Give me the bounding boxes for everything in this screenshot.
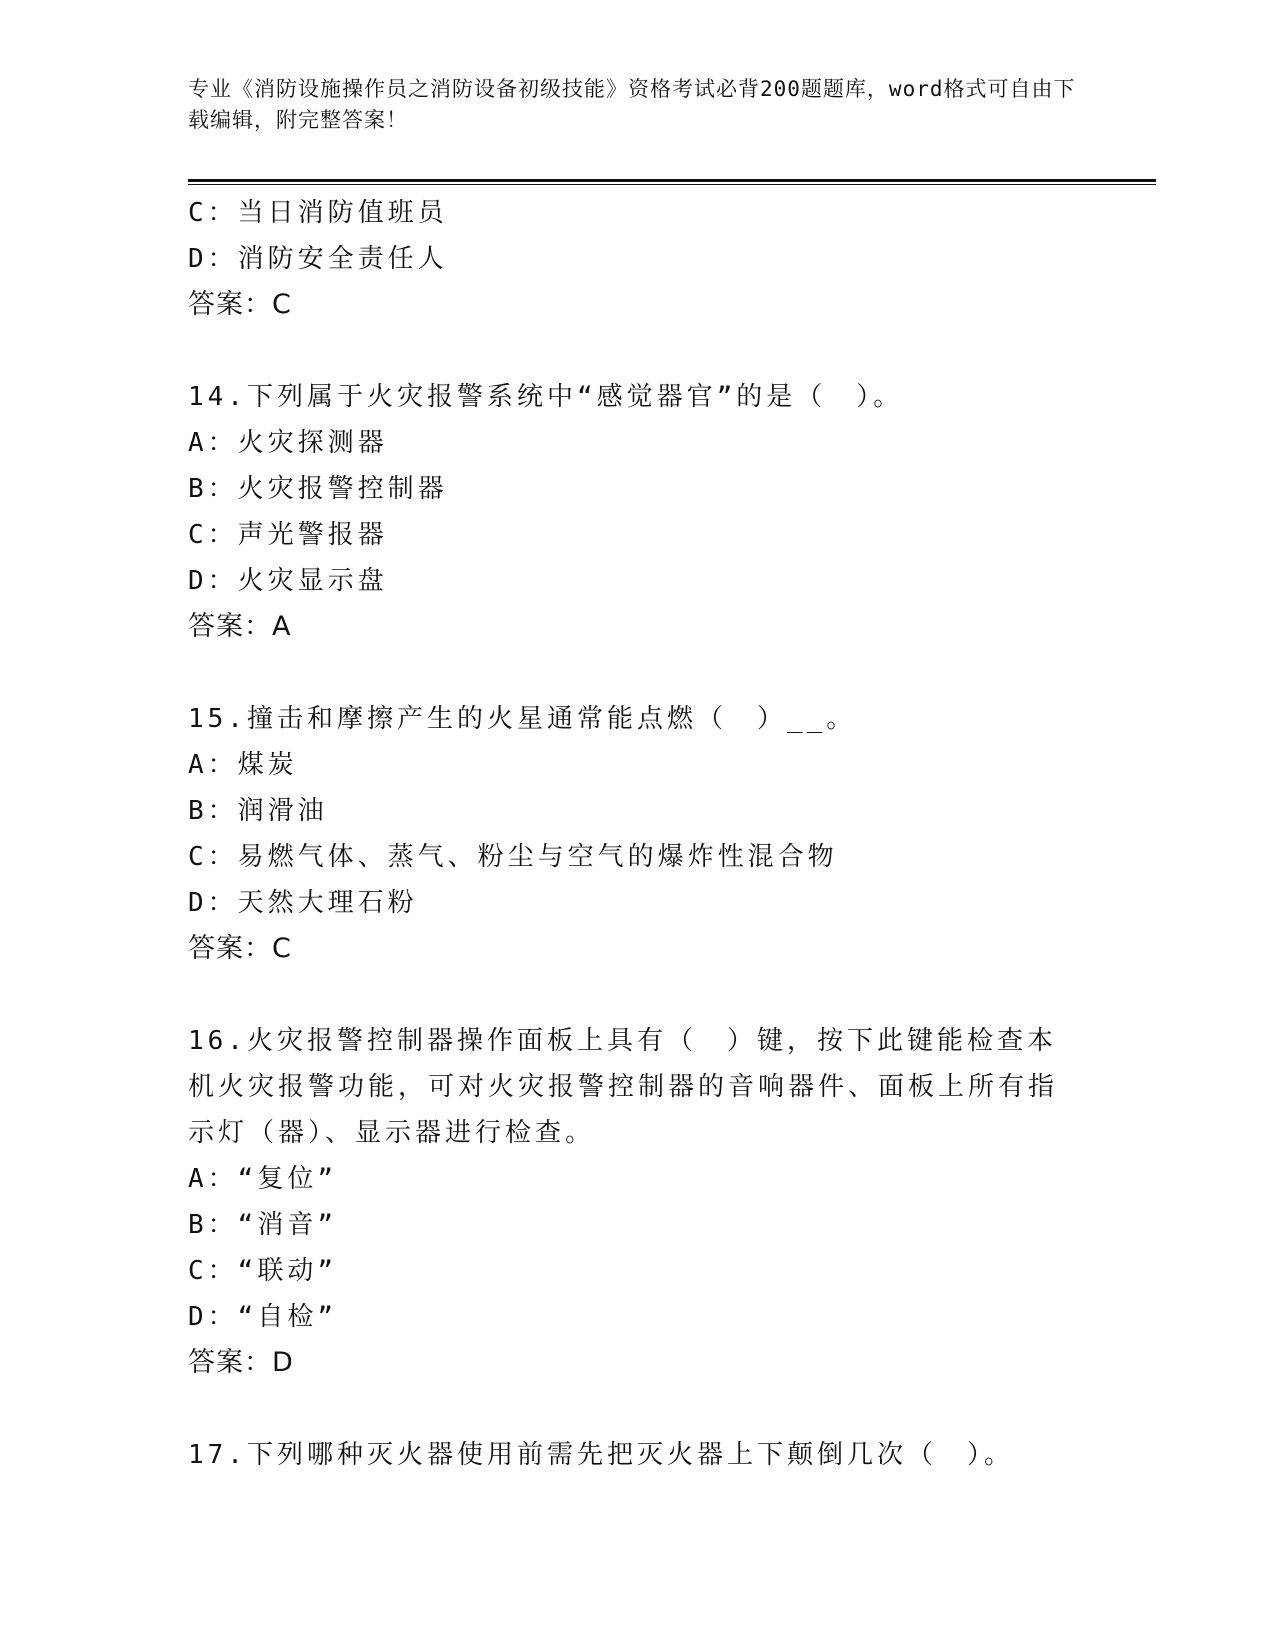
question-text: 14.下列属于火灾报警系统中“感觉器官”的是（ ）。 (188, 382, 904, 412)
option-c: C：易燃气体、蒸气、粉尘与空气的爆炸性混合物 (188, 842, 838, 872)
header-rule-thin (188, 184, 1156, 185)
option-b: B：润滑油 (188, 796, 328, 826)
option-a: A：火灾探测器 (188, 428, 388, 458)
header-rule-thick (188, 179, 1156, 182)
option-c: C：声光警报器 (188, 520, 388, 550)
option-d: D：火灾显示盘 (188, 566, 388, 596)
question-text: 17.下列哪种灭火器使用前需先把灭火器上下颠倒几次（ ）。 (188, 1440, 1014, 1470)
question-16 (188, 1018, 1088, 1386)
header-title: 专业《消防设施操作员之消防设备初级技能》资格考试必背200题题库，word格式可自由下载编辑，附完整答案！ (188, 77, 1076, 132)
question-15 (188, 696, 1088, 972)
document-body (188, 190, 1088, 1478)
question-14 (188, 374, 1088, 650)
question-17 (188, 1432, 1088, 1478)
question-text: 16.火灾报警控制器操作面板上具有（ ）键，按下此键能检查本机火灾报警功能，可对火灾报警控制器的音响器件、面板上所有指示灯（器）、显示器进行检查。 (188, 1026, 1059, 1148)
option-b: B：“消音” (188, 1210, 337, 1240)
answer: 答案：C (188, 933, 292, 964)
option-c: C：“联动” (188, 1256, 337, 1286)
option-c: C：当日消防值班员 (188, 198, 448, 228)
option-b: B：火灾报警控制器 (188, 474, 448, 504)
question-13-continued (188, 190, 1088, 328)
option-d: D：天然大理石粉 (188, 888, 418, 918)
document-header (188, 74, 1088, 136)
answer: 答案：C (188, 289, 292, 320)
option-a: A：煤炭 (188, 750, 298, 780)
answer: 答案：A (188, 611, 292, 642)
answer: 答案：D (188, 1347, 294, 1378)
option-d: D：“自检” (188, 1302, 337, 1332)
question-text: 15.撞击和摩擦产生的火星通常能点燃（ ）__。 (188, 704, 857, 734)
option-d: D：消防安全责任人 (188, 244, 448, 274)
option-a: A：“复位” (188, 1164, 337, 1194)
